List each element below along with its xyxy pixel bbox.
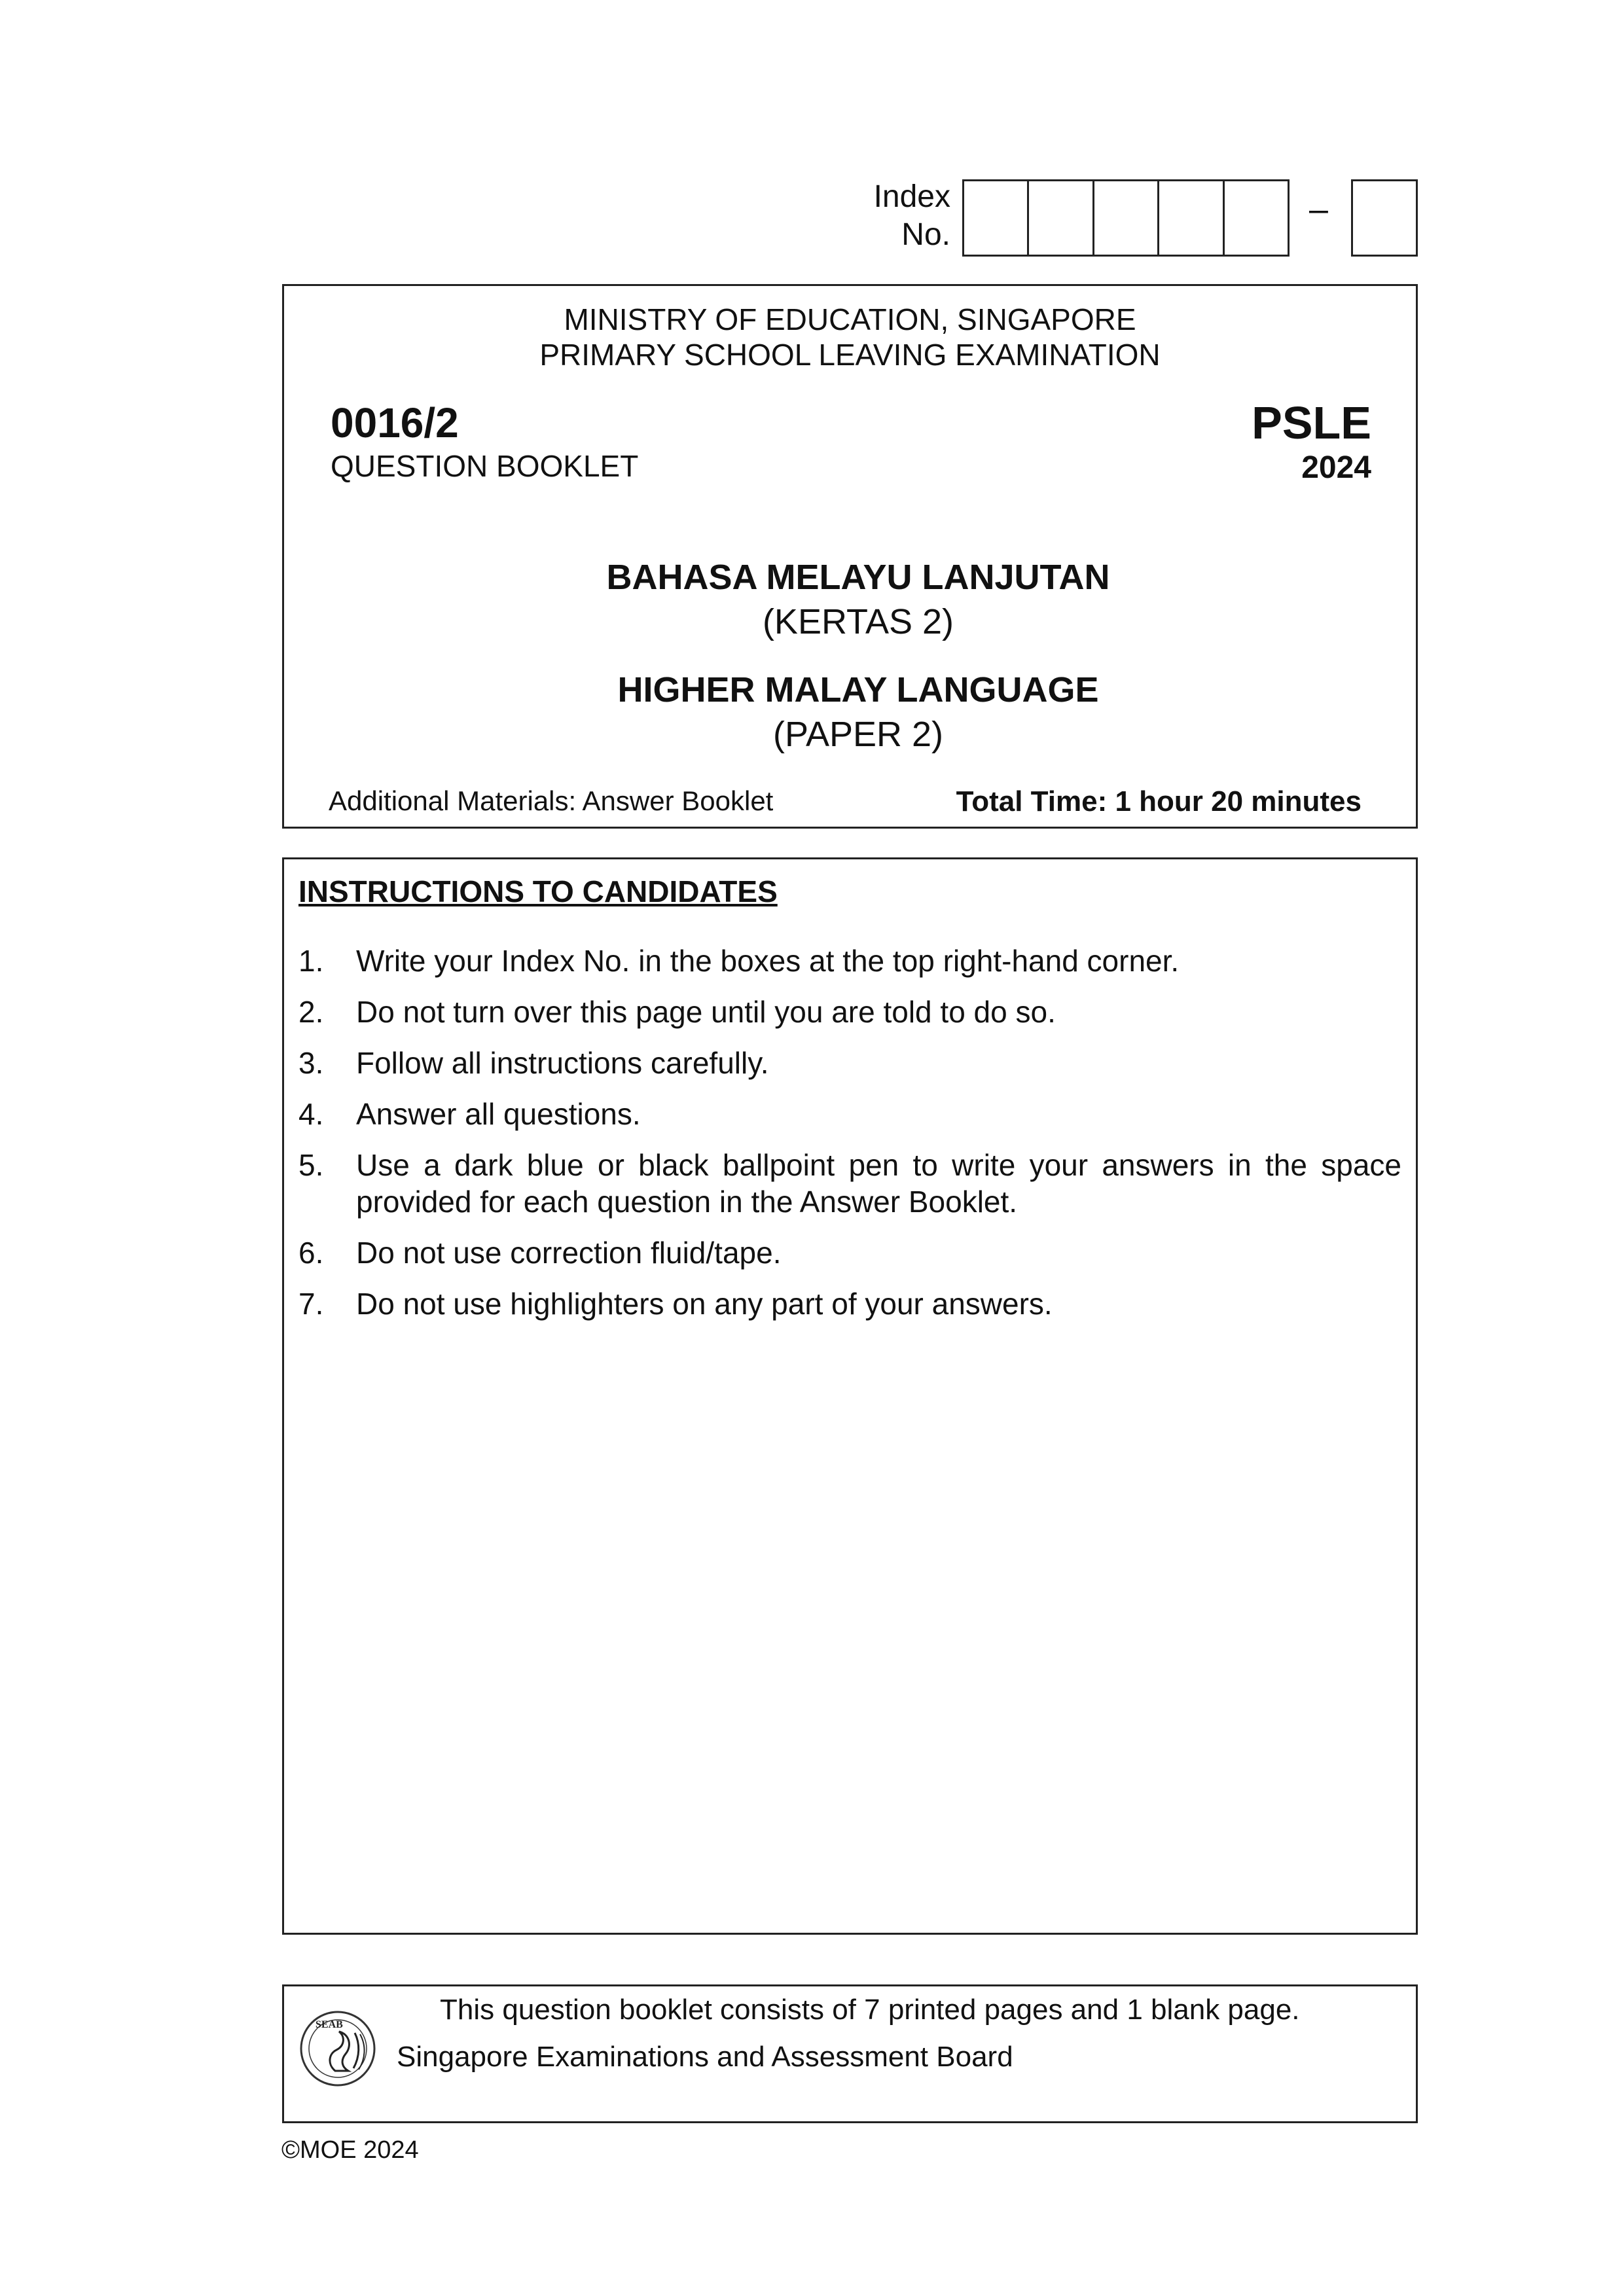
index-label-line2: No.: [901, 217, 950, 252]
exam-acronym: PSLE: [1252, 397, 1371, 448]
instruction-number: 6.: [298, 1236, 324, 1270]
instruction-item: [298, 1045, 1401, 1081]
instruction-item: [298, 1285, 1401, 1322]
instruction-number: 1.: [298, 944, 324, 978]
exam-title: PRIMARY SCHOOL LEAVING EXAMINATION: [539, 338, 1161, 372]
instruction-item: [298, 1234, 1401, 1271]
instruction-number: 4.: [298, 1097, 324, 1131]
index-box-2[interactable]: [1029, 181, 1094, 255]
instruction-item: [298, 1096, 1401, 1132]
paper-code: 0016/2: [331, 399, 459, 446]
pages-note: This question booklet consists of 7 printed pages and 1 blank page.: [440, 1994, 1300, 2026]
index-box-3[interactable]: [1094, 181, 1159, 255]
instructions-list: [298, 942, 1401, 1336]
index-box-1[interactable]: [964, 181, 1029, 255]
index-box-4[interactable]: [1159, 181, 1224, 255]
instruction-item: [298, 994, 1401, 1030]
instruction-item: [298, 1147, 1401, 1220]
paper-number-malay: (KERTAS 2): [762, 602, 954, 641]
instruction-number: 3.: [298, 1046, 324, 1080]
instruction-item: [298, 942, 1401, 979]
seab-logo-icon: [296, 1994, 382, 2105]
booklet-type: QUESTION BOOKLET: [331, 449, 639, 483]
instruction-text: Write your Index No. in the boxes at the top right-hand corner.: [356, 944, 1180, 978]
copyright: ©MOE 2024: [281, 2136, 419, 2164]
total-time: Total Time: 1 hour 20 minutes: [956, 785, 1362, 817]
index-box-5[interactable]: [1225, 181, 1288, 255]
instruction-text: Use a dark blue or black ballpoint pen to write your answers in the space provided for each question in the Answer Booklet.: [356, 1148, 1401, 1219]
index-number-boxes[interactable]: [962, 179, 1290, 257]
ministry-title: MINISTRY OF EDUCATION, SINGAPORE: [564, 302, 1136, 336]
instruction-text: Answer all questions.: [356, 1097, 641, 1131]
instruction-text: Do not use correction fluid/tape.: [356, 1236, 782, 1270]
subject-title-malay: BAHASA MELAYU LANJUTAN: [606, 558, 1110, 597]
index-label-line1: Index: [873, 179, 950, 214]
subject-title-english: HIGHER MALAY LANGUAGE: [617, 670, 1099, 709]
board-name: Singapore Examinations and Assessment Board: [397, 2041, 1013, 2073]
instruction-number: 2.: [298, 995, 324, 1029]
instruction-number: 5.: [298, 1148, 324, 1182]
instructions-heading: INSTRUCTIONS TO CANDIDATES: [298, 874, 778, 908]
index-number-label: [851, 178, 950, 254]
additional-materials: Additional Materials: Answer Booklet: [329, 785, 774, 816]
seab-logo-text: SEAB: [316, 2019, 343, 2030]
index-box-check[interactable]: [1351, 179, 1418, 257]
index-dash: –: [1309, 190, 1328, 228]
exam-year: 2024: [1301, 450, 1371, 485]
instruction-text: Follow all instructions carefully.: [356, 1046, 769, 1080]
instruction-text: Do not turn over this page until you are told to do so.: [356, 995, 1056, 1029]
instruction-number: 7.: [298, 1287, 324, 1321]
instruction-text: Do not use highlighters on any part of your answers.: [356, 1287, 1053, 1321]
paper-number-english: (PAPER 2): [772, 715, 944, 754]
